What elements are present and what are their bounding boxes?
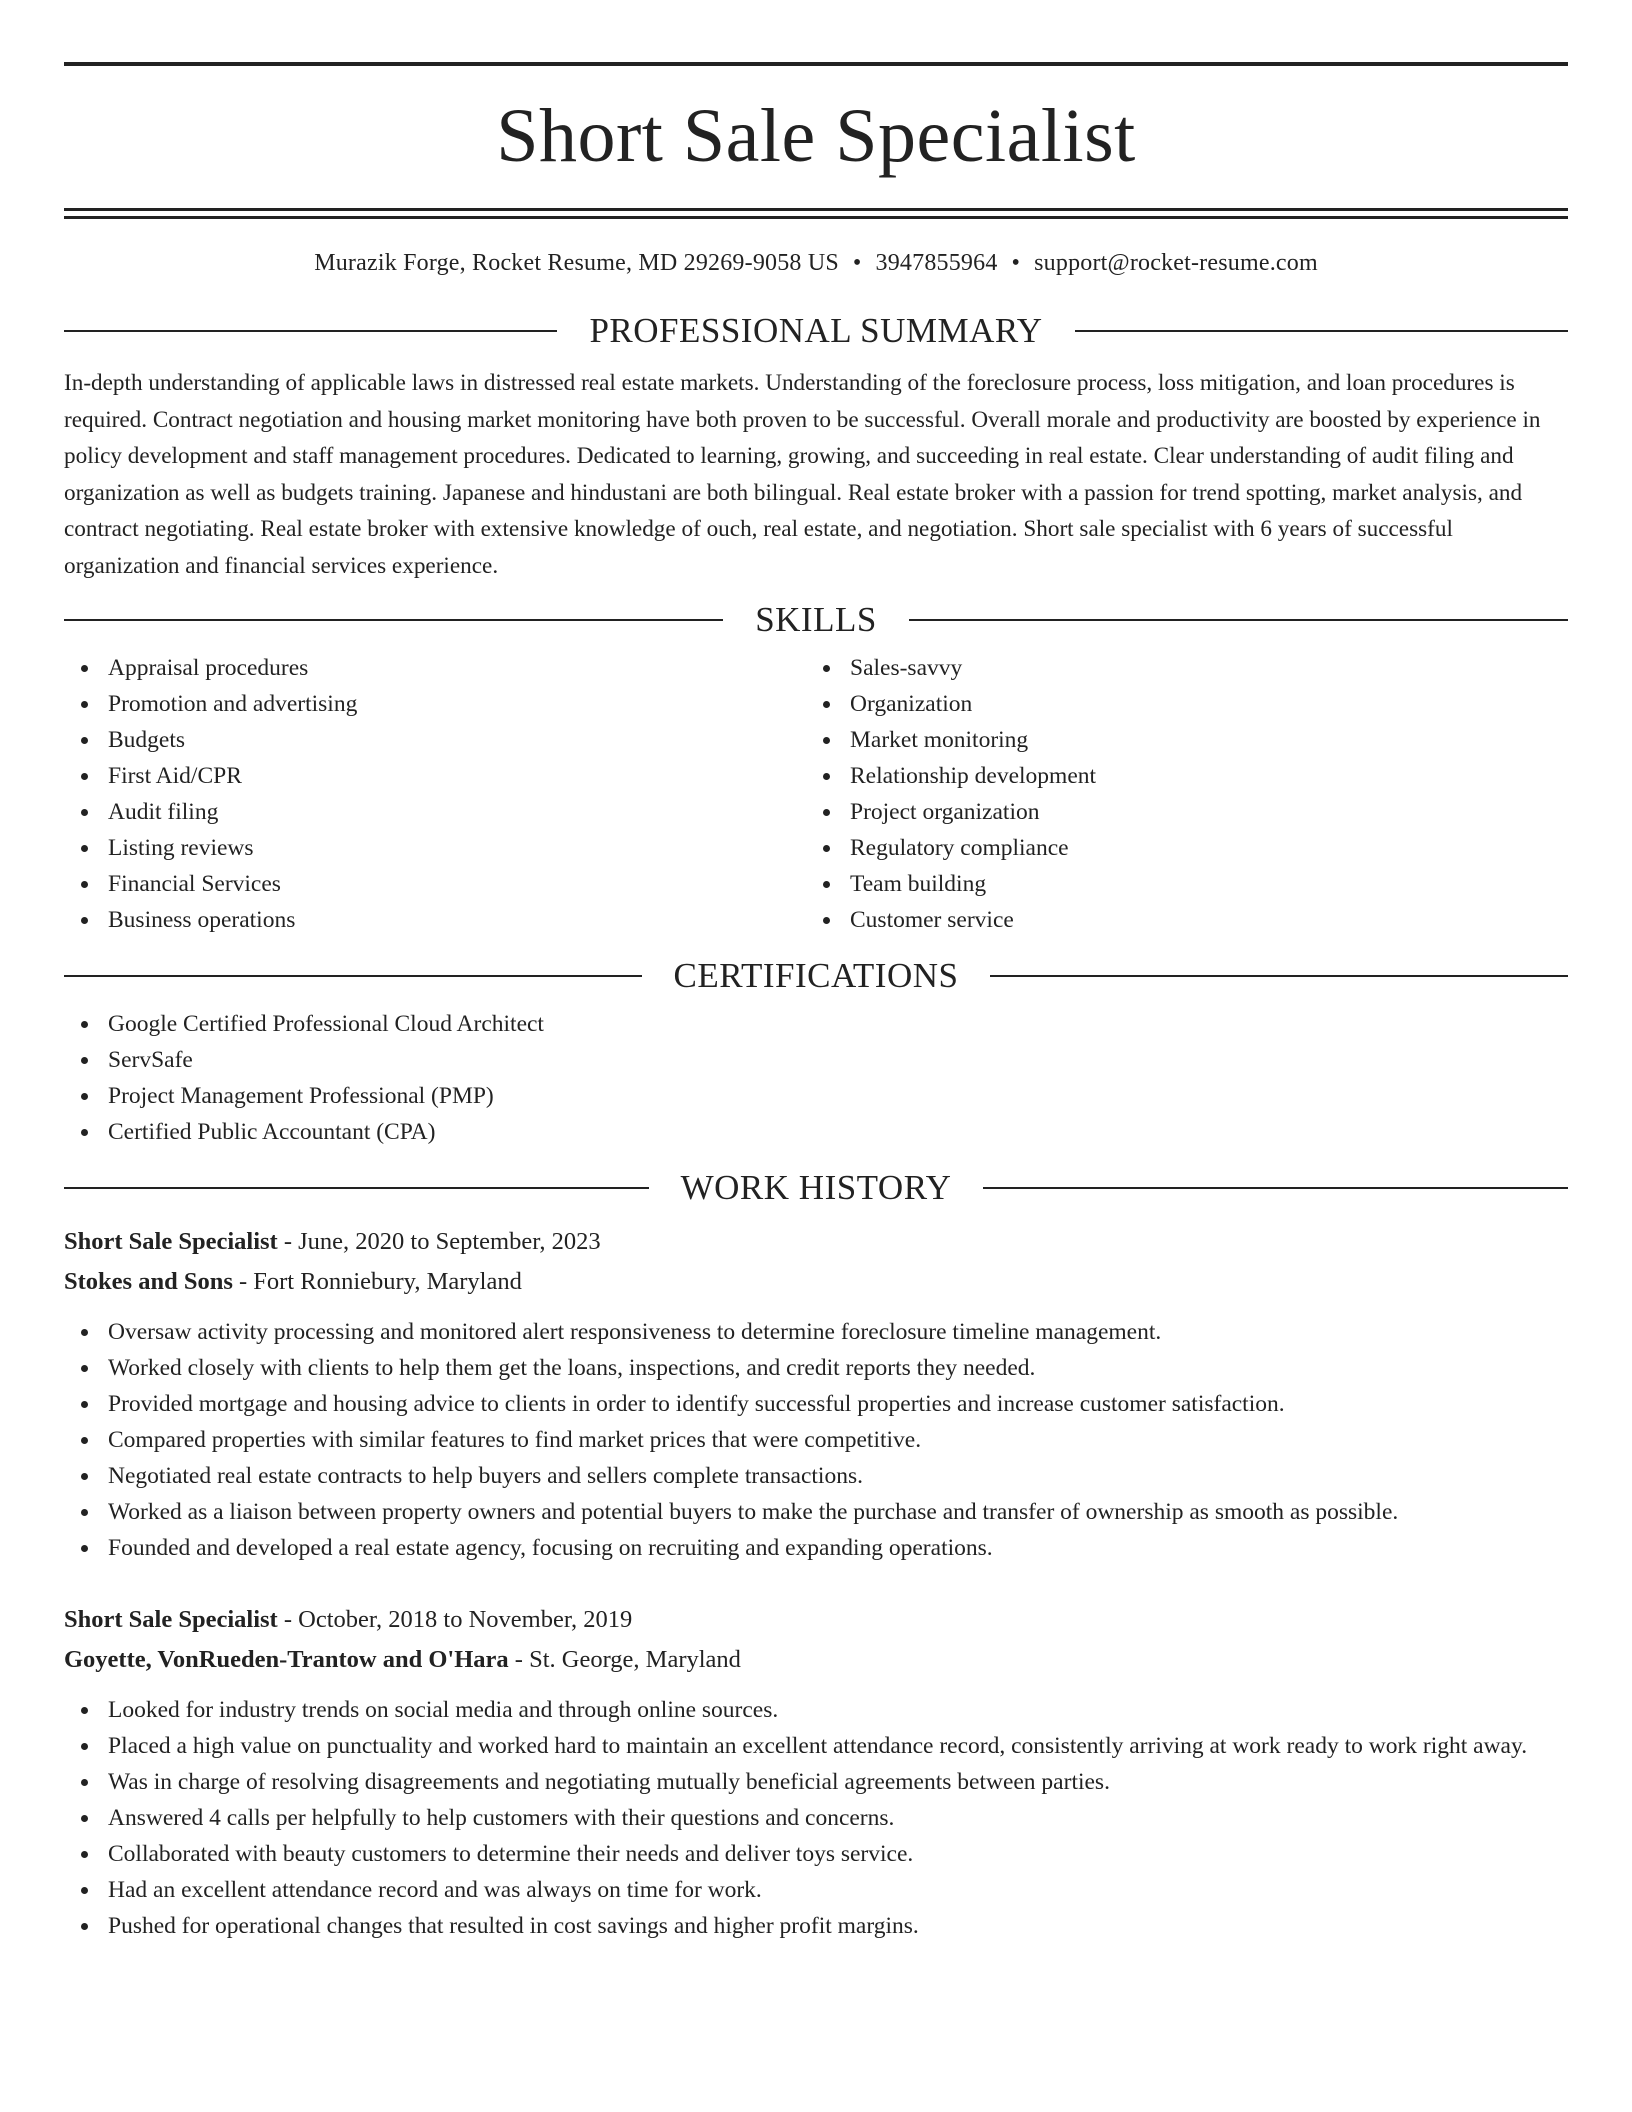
skills-list-left [64, 650, 806, 938]
job-duty-item: Was in charge of resolving disagreements and negotiating mutually beneficial agreements between parties. [64, 1764, 1568, 1800]
certification-item: Google Certified Professional Cloud Architect [64, 1006, 1568, 1042]
job-entry [64, 1600, 1568, 1944]
job-location: - St. George, Maryland [508, 1646, 741, 1673]
section-header-work-history [64, 1166, 1568, 1210]
skill-item: Budgets [64, 722, 806, 758]
skill-item: Appraisal procedures [64, 650, 806, 686]
skill-item: Audit filing [64, 794, 806, 830]
skill-item: Market monitoring [806, 722, 1548, 758]
job-dates: - June, 2020 to September, 2023 [277, 1228, 601, 1255]
job-duty-item: Founded and developed a real estate agency, focusing on recruiting and expanding operations. [64, 1530, 1568, 1566]
job-duty-item: Looked for industry trends on social media and through online sources. [64, 1692, 1568, 1728]
job-duties-list [64, 1692, 1568, 1944]
skill-item: Regulatory compliance [806, 830, 1548, 866]
job-role: Short Sale Specialist [64, 1228, 278, 1255]
job-title-line [64, 1222, 1568, 1262]
job-duty-item: Worked closely with clients to help them get the loans, inspections, and credit reports they needed. [64, 1350, 1568, 1386]
section-rule [64, 975, 642, 977]
contact-separator: • [1011, 250, 1021, 276]
certification-item: ServSafe [64, 1042, 1568, 1078]
section-rule [983, 1187, 1568, 1189]
job-duty-item: Compared properties with similar features to find market prices that were competitive. [64, 1422, 1568, 1458]
job-company-line [64, 1262, 1568, 1302]
job-duty-item: Placed a high value on punctuality and worked hard to maintain an excellent attendance record, consistently arriving at work ready to work right away. [64, 1728, 1568, 1764]
contact-line [64, 247, 1568, 279]
job-duty-item: Answered 4 calls per helpfully to help customers with their questions and concerns. [64, 1800, 1568, 1836]
skill-item: Project organization [806, 794, 1548, 830]
skill-item: First Aid/CPR [64, 758, 806, 794]
section-rule [64, 1187, 649, 1189]
skill-item: Business operations [64, 902, 806, 938]
skills-list-right [806, 650, 1548, 938]
skill-item: Customer service [806, 902, 1548, 938]
job-dates: - October, 2018 to November, 2019 [277, 1606, 633, 1633]
section-rule [909, 619, 1568, 621]
section-title: CERTIFICATIONS [673, 956, 959, 995]
job-duty-item: Oversaw activity processing and monitored alert responsiveness to determine foreclosure timeline management. [64, 1314, 1568, 1350]
top-rule [64, 62, 1568, 66]
skill-item: Organization [806, 686, 1548, 722]
summary-text: In-depth understanding of applicable laws in distressed real estate markets. Understanding of the foreclosure process, loss mitigation, and loan procedures is required. Contract negotiation and housing market monitoring have both proven to be successful. Overall morale and productivity are boosted by experience in policy development and staff management procedures. Dedicated to learning, growing, and succeeding in real estate. Clear understanding of audit filing and organization as well as budgets training. Japanese and hindustani are both bilingual. Real estate broker with a passion for trend spotting, market analysis, and contract negotiating. Real estate broker with extensive knowledge of ouch, real estate, and negotiation. Short sale specialist with 6 years of successful organization and financial services experience. [64, 370, 1541, 579]
job-duties-list [64, 1314, 1568, 1566]
section-rule [990, 975, 1568, 977]
contact-address: Murazik Forge, Rocket Resume, MD 29269-9058 US [314, 250, 839, 276]
section-header-summary [64, 309, 1568, 353]
certifications-list [64, 1006, 1568, 1150]
section-title: SKILLS [755, 600, 877, 639]
resume-name: Short Sale Specialist [496, 94, 1136, 178]
contact-separator: • [852, 250, 862, 276]
job-title-line [64, 1600, 1568, 1640]
section-rule [64, 619, 723, 621]
contact-phone[interactable]: 3947855964 [875, 250, 998, 276]
job-role: Short Sale Specialist [64, 1606, 278, 1633]
skill-item: Promotion and advertising [64, 686, 806, 722]
section-rule [1075, 330, 1568, 332]
job-company: Stokes and Sons [64, 1268, 233, 1295]
job-company: Goyette, VonRueden-Trantow and O'Hara [64, 1646, 509, 1673]
job-duty-item: Pushed for operational changes that resulted in cost savings and higher profit margins. [64, 1908, 1568, 1944]
header-double-rule [64, 208, 1568, 219]
job-duty-item: Negotiated real estate contracts to help buyers and sellers complete transactions. [64, 1458, 1568, 1494]
job-entry [64, 1222, 1568, 1566]
section-header-certifications [64, 954, 1568, 998]
job-company-line [64, 1640, 1568, 1680]
contact-email[interactable]: support@rocket-resume.com [1034, 250, 1318, 276]
certification-item: Certified Public Accountant (CPA) [64, 1114, 1568, 1150]
job-duty-item: Worked as a liaison between property owners and potential buyers to make the purchase and transfer of ownership as smooth as possible. [64, 1494, 1568, 1530]
skill-item: Relationship development [806, 758, 1548, 794]
job-location: - Fort Ronniebury, Maryland [232, 1268, 522, 1295]
section-header-skills [64, 598, 1568, 642]
skill-item: Team building [806, 866, 1548, 902]
section-rule [64, 330, 557, 332]
job-duty-item: Provided mortgage and housing advice to clients in order to identify successful properties and increase customer satisfaction. [64, 1386, 1568, 1422]
section-title: PROFESSIONAL SUMMARY [589, 311, 1043, 350]
skill-item: Financial Services [64, 866, 806, 902]
job-duty-item: Collaborated with beauty customers to determine their needs and deliver toys service. [64, 1836, 1568, 1872]
skills-grid [64, 650, 1568, 938]
skill-item: Listing reviews [64, 830, 806, 866]
certification-item: Project Management Professional (PMP) [64, 1078, 1568, 1114]
section-title: WORK HISTORY [680, 1168, 952, 1207]
job-duty-item: Had an excellent attendance record and was always on time for work. [64, 1872, 1568, 1908]
skill-item: Sales-savvy [806, 650, 1548, 686]
